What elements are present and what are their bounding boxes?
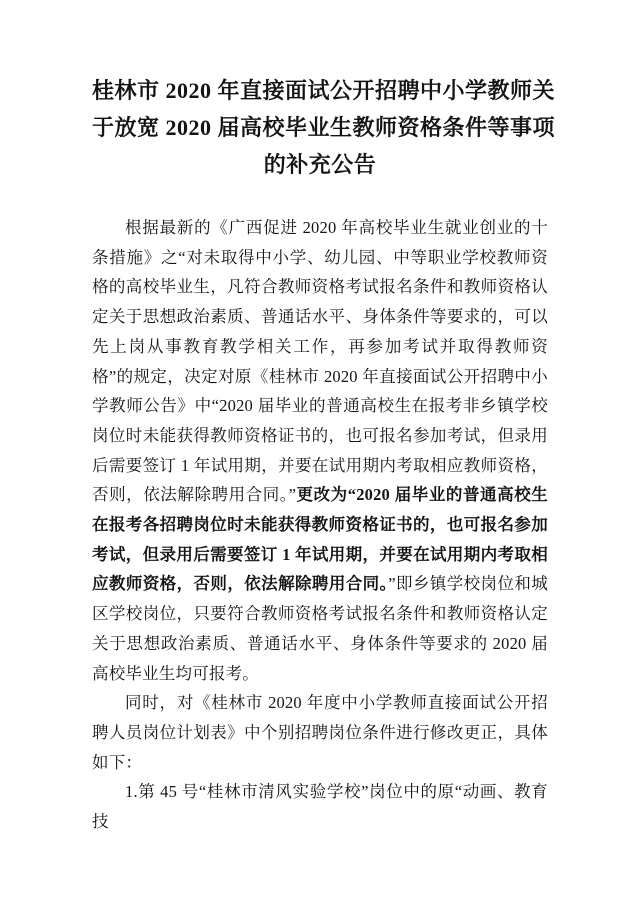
paragraph-item-45 [92,777,548,836]
paragraph-plan-correction [92,688,548,777]
document-title-line-3: 的补充公告 [263,152,377,177]
document-title [92,72,556,183]
paragraph-3-run-normal: 1.第 45 号“桂林市清风实验学校”岗位中的原“动画、教育技 [92,782,548,832]
document-title-line-2: 于放宽 2020 届高校毕业生教师资格条件等事项 [92,115,556,140]
paragraph-1-run-normal-1: 根据最新的《广西促进 2020 年高校毕业生就业创业的十条措施》之“对未取得中小学、幼儿园、中等职业学校教师资格的高校毕业生，凡符合教师资格考试报名条件和教师资格认定关于思想政治素质、普通话水平、身体条件等要求的，可以先上岗从事教育教学相关工作，再参加考试并取得教师资格”的规定，决定对原《桂林市 2020 年直接面试公开招聘中小学教师公告》中“2020 届毕业的普通高校生在报考非乡镇学校岗位时未能获得教师资格证书的，也可报名参加考试，但录用后需要签订 1 年试用期，并要在试用期内考取相应教师资格，否则，依法解除聘用合同。” [92,218,548,505]
paragraph-1-run-bold: 更改为“2020 届毕业的普通高校生在报考各招聘岗位时未能获得教师资格证书的，也可报名参加考试，但录用后需要签订 1 年试用期，并要在试用期内考取相应教师资格，否则，依法解除聘用合同。 [92,485,548,594]
paragraph-2-run-normal: 同时，对《桂林市 2020 年度中小学教师直接面试公开招聘人员岗位计划表》中个别招聘岗位条件进行修改更正，具体如下： [92,693,548,772]
paragraph-policy-change [92,213,548,688]
document-title-line-1: 桂林市 2020 年直接面试公开招聘中小学教师关 [92,78,556,103]
document-body [92,213,548,837]
paragraph-1-run-normal-2: ”即乡镇学校岗位和城区学校岗位，只要符合教师资格考试报名条件和教师资格认定关于思想政治素质、普通话水平、身体条件等要求的 2020 届高校毕业生均可报考。 [92,574,548,683]
